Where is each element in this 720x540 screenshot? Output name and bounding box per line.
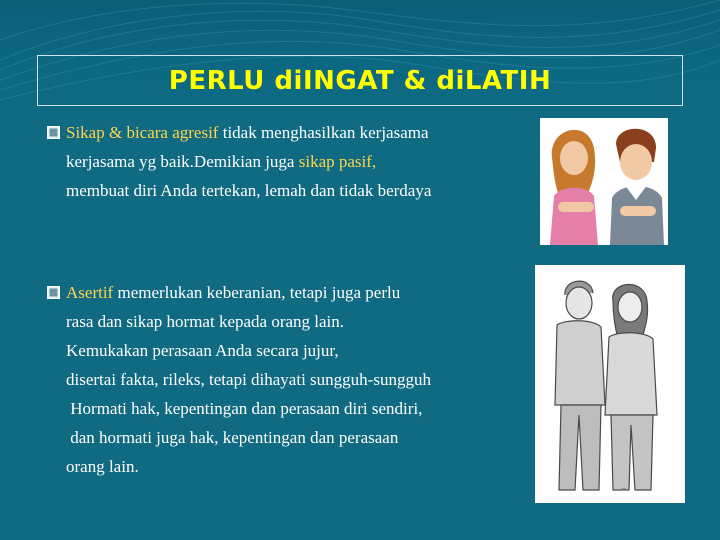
svg-text:~: ~ — [621, 485, 627, 493]
page-title: PERLU diINGAT & diLATIH — [168, 65, 552, 96]
bullet2-line7: orang lain. — [66, 457, 139, 476]
couple-sketch-image — [535, 265, 685, 503]
arguing-couple-illustration — [540, 118, 668, 245]
bullet1-line2-pre: kerjasama yg baik.Demikian juga — [66, 152, 299, 171]
bullet2-line5: Hormati hak, kepentingan dan perasaan diri sendiri, — [66, 399, 423, 418]
bullet2-line6: dan hormati juga hak, kepentingan dan perasaan — [66, 428, 399, 447]
couple-sketch-illustration — [535, 265, 685, 503]
arguing-couple-image — [540, 118, 668, 245]
bullet1-line3: membuat diri Anda tertekan, lemah dan tidak berdaya — [66, 181, 432, 200]
highlight-agresif: Sikap & bicara agresif — [66, 123, 219, 142]
bullet2-line3: Kemukakan perasaan Anda secara jujur, — [66, 341, 339, 360]
bullet2-line1 — [66, 278, 400, 307]
title-box — [37, 55, 683, 106]
highlight-pasif: sikap pasif, — [298, 152, 377, 171]
bullet2-line1-rest: memerlukan keberanian, tetapi juga perlu — [113, 283, 401, 302]
bullet2-line4: disertai fakta, rileks, tetapi dihayati sungguh-sungguh — [66, 370, 431, 389]
checkbox-bullet-icon — [47, 286, 60, 299]
bullet1-line1-rest: tidak menghasilkan kerjasama — [218, 123, 429, 142]
bullet1-line2 — [47, 147, 547, 176]
bullet1-line1 — [66, 118, 429, 147]
bullet-assertive — [47, 278, 537, 481]
bullet2-line2: rasa dan sikap hormat kepada orang lain. — [66, 312, 345, 331]
checkbox-bullet-icon — [47, 126, 60, 139]
highlight-asertif: Asertif — [66, 283, 114, 302]
bullet-aggressive — [47, 118, 547, 205]
